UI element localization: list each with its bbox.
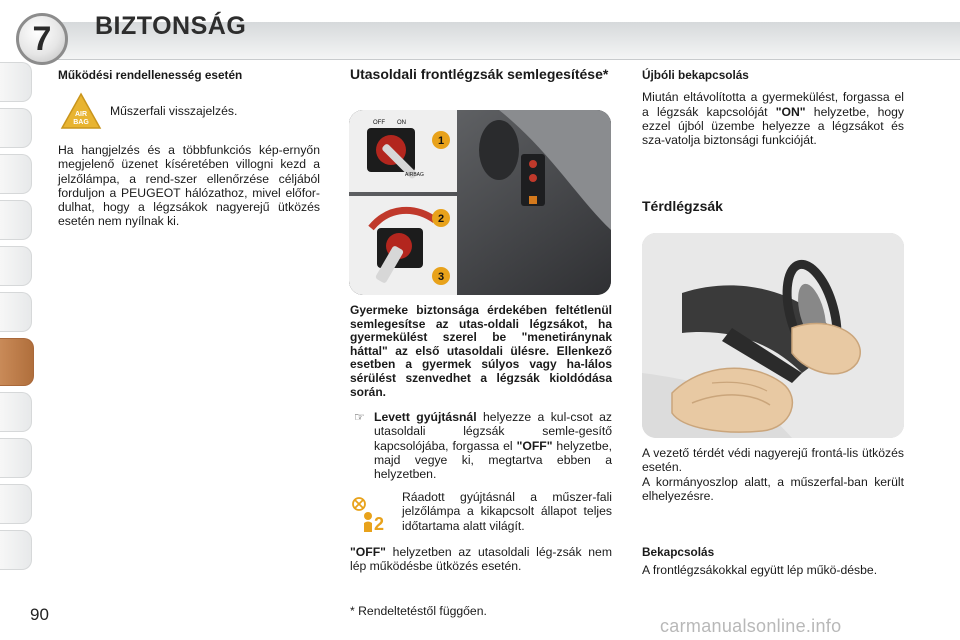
callout-3: 3	[437, 271, 445, 283]
svg-text:2: 2	[374, 514, 385, 532]
warning-label: Műszerfali visszajelzés.	[110, 104, 238, 118]
chapter-tab[interactable]	[0, 246, 32, 286]
malfunction-heading: Működési rendellenesség esetén	[58, 68, 243, 82]
chapter-tab[interactable]	[0, 392, 32, 432]
bullet-off: "OFF"	[516, 438, 553, 453]
activation-text: A frontlégzsákokkal együtt lép műkö-désbe.	[642, 563, 878, 577]
airbag-off-icon	[350, 496, 392, 532]
chapter-tab-active[interactable]	[0, 338, 34, 386]
section-title: Utasoldali frontlégzsák semlegesítése*	[350, 66, 609, 82]
bullet-text-1: helyezze a kul-csot az utasoldali légzsák semle-gesítő kapcsolójába, forgassa el	[374, 410, 612, 453]
deactivation-section	[350, 66, 612, 82]
chapter-tabs	[0, 62, 34, 582]
chapter-tab[interactable]	[0, 200, 32, 240]
svg-text:AIR: AIR	[74, 111, 88, 118]
off-position-text	[350, 545, 612, 574]
indicator-info-text: Ráadott gyújtásnál a műszer-fali jelzőlámpa a kikapcsolt állapot teljes időtartama alatt világít.	[402, 490, 612, 533]
bullet-item	[350, 410, 612, 481]
child-safety-warning: Gyermeke biztonsága érdekében feltétlenül semlegesítse az utas-oldali légzsákot, ha gyermekülést szerel be "menetiránynak háttal" az első utasoldali ülésre. Ellenkező esetben a gyermek súlyos vagy ha-lálos sérülést szenvedhet a légzsák kioldódása során.	[350, 303, 612, 399]
airbag-warning-icon	[60, 92, 102, 130]
off-bold: "OFF"	[350, 545, 386, 559]
chapter-tab[interactable]	[0, 108, 32, 148]
knee-airbag-text	[642, 446, 904, 503]
knee-airbag-title: Térdlégzsák	[642, 198, 723, 214]
chapter-tab[interactable]	[0, 292, 32, 332]
activation-heading: Bekapcsolás	[642, 545, 715, 559]
knee-airbag-illustration	[642, 233, 904, 438]
reactivation-section	[642, 68, 904, 147]
reactivation-text-2: helyzetbe, hogy ezzel újból üzembe helyezze a légzsákot és sza-vatolja biztonsági funkcióját.	[642, 104, 904, 148]
airbag-switch-photo	[349, 110, 611, 295]
knee-text-2: A kormányoszlop alatt, a műszerfal-ban került elhelyezésre.	[642, 474, 904, 503]
chapter-tab[interactable]	[0, 530, 32, 570]
bullet-text-2: helyzetbe, majd vegye ki, megtartva ebben a helyzetben.	[374, 438, 612, 482]
callout-1: 1	[437, 135, 445, 147]
off-text: helyzetben az utasoldali lég-zsák nem lép működésbe ütközés esetén.	[350, 545, 612, 574]
knee-text-1: A vezető térdét védi nagyerejű frontá-lis ütközés esetén.	[642, 446, 904, 475]
svg-text:BAG: BAG	[73, 119, 89, 126]
chapter-badge	[16, 13, 68, 65]
reactivation-text	[642, 90, 904, 147]
photo-label-airbag: AIRBAG	[405, 172, 424, 178]
page-number: 90	[30, 605, 49, 624]
chapter-number: 7	[32, 19, 52, 58]
chapter-tab[interactable]	[0, 438, 32, 478]
hand-icon: ☞	[354, 410, 365, 424]
page-title: BIZTONSÁG	[95, 12, 247, 40]
chapter-tab[interactable]	[0, 484, 32, 524]
photo-label-on: ON	[397, 120, 406, 126]
malfunction-section	[58, 68, 320, 90]
callout-2: 2	[437, 213, 445, 225]
malfunction-text: Ha hangjelzés és a többfunkciós kép-ernyőn megjelenő üzenet kíséretében villogni kezd a jelzőlámpa, a rend-szer ellenőrzése céljából forduljon a PEUGEOT hálózathoz, mivel előfor-dulhat, hogy a légzsákok nagyerejű ütközés esetén nem nyílnak ki.	[58, 143, 320, 229]
bullet-bold: Levett gyújtásnál	[374, 410, 477, 424]
watermark: carmanualsonline.info	[660, 616, 842, 636]
page-header	[0, 0, 960, 62]
chapter-tab[interactable]	[0, 154, 32, 194]
bullet-text	[374, 410, 612, 481]
reactivation-on: "ON"	[775, 104, 806, 119]
footnote: * Rendeltetéstől függően.	[350, 604, 487, 618]
reactivation-heading: Újbóli bekapcsolás	[642, 68, 749, 82]
reactivation-text-1: Miután eltávolította a gyermekülést, forgassa el a légzsák kapcsolóját	[642, 90, 904, 119]
photo-label-off: OFF	[373, 120, 385, 126]
chapter-tab[interactable]	[0, 62, 32, 102]
